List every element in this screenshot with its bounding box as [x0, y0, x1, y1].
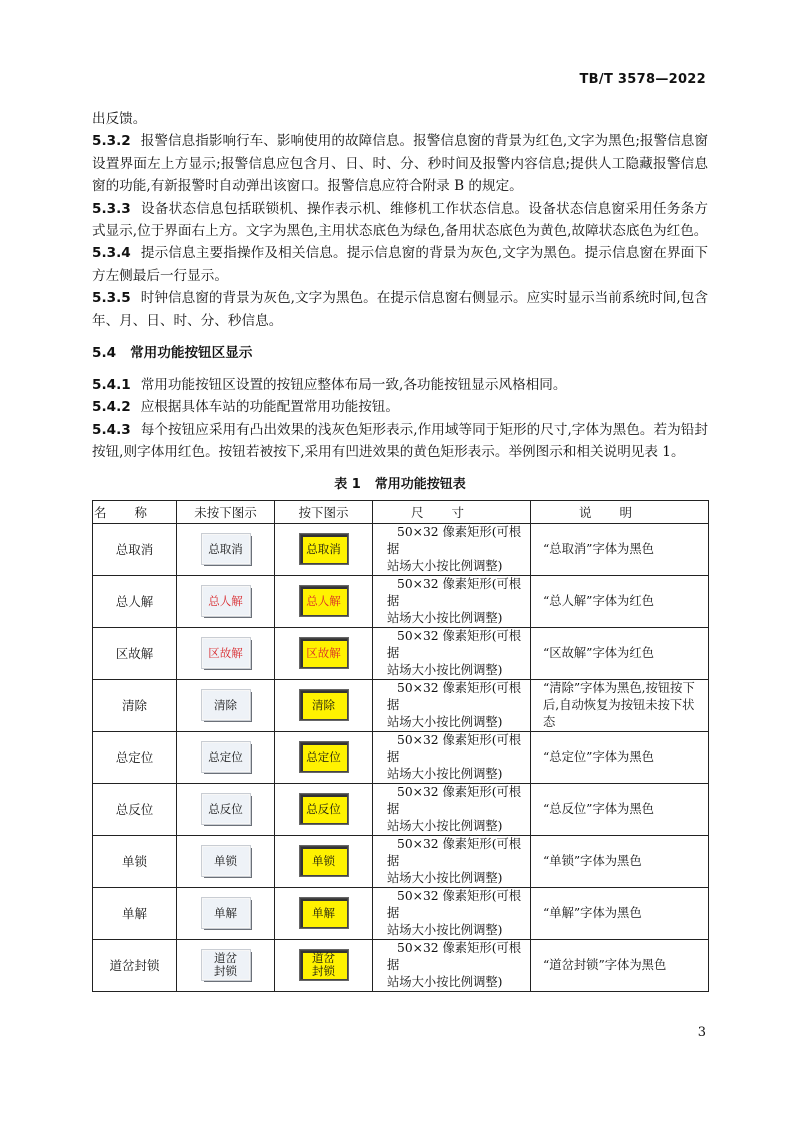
unpressed-button-sample: 单解 — [202, 898, 250, 928]
row-desc: “总人解”字体为红色 — [531, 575, 709, 627]
standard-code: TB/T 3578—2022 — [579, 72, 706, 87]
row-desc: “总反位”字体为黑色 — [531, 783, 709, 835]
function-button-table — [92, 500, 709, 992]
clause-number: 5.3.4 — [92, 245, 131, 262]
row-desc: “清除”字体为黑色,按钮按下后,自动恢复为按钮未按下状态 — [531, 679, 709, 731]
row-desc: “总定位”字体为黑色 — [531, 731, 709, 783]
paragraph-5-3-2: 5.3.2 报警信息指影响行车、影响使用的故障信息。报警信息窗的背景为红色,文字为黑色;报警信息窗设置界面左上方显示;报警信息应包含月、日、时、分、秒时间及报警内容信息;提供人工隐藏报警信息窗的功能,有新报警时自动弹出该窗口。报警信息应符合附录 B 的规定。 — [92, 133, 708, 195]
page-number: 3 — [697, 1025, 706, 1040]
table-row — [93, 731, 709, 783]
row-size: 50×32 像素矩形(可根据 站场大小按比例调整) — [373, 575, 531, 627]
pressed-button-sample: 总定位 — [300, 742, 348, 772]
clause-number: 5.4.1 — [92, 377, 131, 394]
table-row — [93, 523, 709, 575]
row-size: 50×32 像素矩形(可根据 站场大小按比例调整) — [373, 627, 531, 679]
clause-number: 5.3.3 — [92, 200, 131, 217]
unpressed-button-sample: 区故解 — [202, 638, 250, 668]
row-size: 50×32 像素矩形(可根据 站场大小按比例调整) — [373, 939, 531, 991]
paragraph-5-3-3: 5.3.3 设备状态信息包括联锁机、操作表示机、维修机工作状态信息。设备状态信息窗采用任务条方式显示,位于界面右上方。文字为黑色,主用状态底色为绿色,备用状态底色为黄色,故障状态底色为红色。 — [92, 200, 708, 240]
pressed-button-sample: 区故解 — [300, 638, 348, 668]
unpressed-button-sample: 总反位 — [202, 794, 250, 824]
row-name: 单解 — [93, 887, 177, 939]
row-name: 总人解 — [93, 575, 177, 627]
clause-number: 5.3.2 — [92, 133, 131, 150]
row-name: 单锁 — [93, 835, 177, 887]
row-desc: “总取消”字体为黑色 — [531, 523, 709, 575]
row-name: 总反位 — [93, 783, 177, 835]
header-name: 名称 — [93, 500, 177, 523]
pressed-button-sample: 总反位 — [300, 794, 348, 824]
section-heading-5-4: 5.4 常用功能按钮区显示 — [92, 345, 253, 362]
row-desc: “单锁”字体为黑色 — [531, 835, 709, 887]
row-name: 总取消 — [93, 523, 177, 575]
pressed-button-sample: 总人解 — [300, 586, 348, 616]
table-row — [93, 887, 709, 939]
clause-number: 5.3.5 — [92, 290, 131, 307]
pressed-button-sample: 清除 — [300, 690, 348, 720]
header-unpressed: 未按下图示 — [177, 500, 275, 523]
header-pressed: 按下图示 — [275, 500, 373, 523]
row-desc: “单解”字体为黑色 — [531, 887, 709, 939]
paragraph-5-4-1: 5.4.1 常用功能按钮区设置的按钮应整体布局一致,各功能按钮显示风格相同。 — [92, 377, 567, 394]
table-row — [93, 939, 709, 991]
row-size: 50×32 像素矩形(可根据 站场大小按比例调整) — [373, 731, 531, 783]
row-size: 50×32 像素矩形(可根据 站场大小按比例调整) — [373, 835, 531, 887]
paragraph-5-4-2: 5.4.2 应根据具体车站的功能配置常用功能按钮。 — [92, 399, 399, 416]
row-name: 道岔封锁 — [93, 939, 177, 991]
paragraph-5-4-3: 5.4.3 每个按钮应采用有凸出效果的浅灰色矩形表示,作用域等同于矩形的尺寸,字体为黑色。若为铅封按钮,则字体用红色。按钮若被按下,采用有凹进效果的黄色矩形表示。举例图示和相关说明见表 1。 — [92, 421, 708, 461]
unpressed-button-sample: 清除 — [202, 690, 250, 720]
pressed-button-sample: 总取消 — [300, 534, 348, 564]
row-desc: “道岔封锁”字体为黑色 — [531, 939, 709, 991]
row-size: 50×32 像素矩形(可根据 站场大小按比例调整) — [373, 523, 531, 575]
document-body — [92, 108, 708, 992]
table-header-row — [93, 500, 709, 523]
header-size: 尺寸 — [373, 500, 531, 523]
pressed-button-sample: 单解 — [300, 898, 348, 928]
paragraph-5-3-5: 5.3.5 时钟信息窗的背景为灰色,文字为黑色。在提示信息窗右侧显示。应实时显示当前系统时间,包含年、月、日、时、分、秒信息。 — [92, 290, 708, 329]
clause-number: 5.4.3 — [92, 421, 131, 438]
header-desc: 说明 — [531, 500, 709, 523]
row-name: 总定位 — [93, 731, 177, 783]
clause-number: 5.4.2 — [92, 399, 131, 416]
table-row — [93, 627, 709, 679]
pressed-button-sample: 单锁 — [300, 846, 348, 876]
pressed-button-sample: 道岔 封锁 — [300, 950, 348, 980]
paragraph-5-3-4: 5.3.4 提示信息主要指操作及相关信息。提示信息窗的背景为灰色,文字为黑色。提示信息窗在界面下方左侧最后一行显示。 — [92, 245, 708, 284]
row-name: 清除 — [93, 679, 177, 731]
unpressed-button-sample: 单锁 — [202, 846, 250, 876]
row-size: 50×32 像素矩形(可根据 站场大小按比例调整) — [373, 679, 531, 731]
unpressed-button-sample: 道岔 封锁 — [202, 950, 250, 980]
unpressed-button-sample: 总取消 — [202, 534, 250, 564]
table-caption: 表 1 常用功能按钮表 — [334, 476, 466, 492]
table-row — [93, 679, 709, 731]
table-row — [93, 835, 709, 887]
row-name: 区故解 — [93, 627, 177, 679]
table-row — [93, 575, 709, 627]
unpressed-button-sample: 总人解 — [202, 586, 250, 616]
table-row — [93, 783, 709, 835]
paragraph-continuation: 出反馈。 — [92, 111, 147, 127]
unpressed-button-sample: 总定位 — [202, 742, 250, 772]
row-size: 50×32 像素矩形(可根据 站场大小按比例调整) — [373, 887, 531, 939]
row-size: 50×32 像素矩形(可根据 站场大小按比例调整) — [373, 783, 531, 835]
row-desc: “区故解”字体为红色 — [531, 627, 709, 679]
